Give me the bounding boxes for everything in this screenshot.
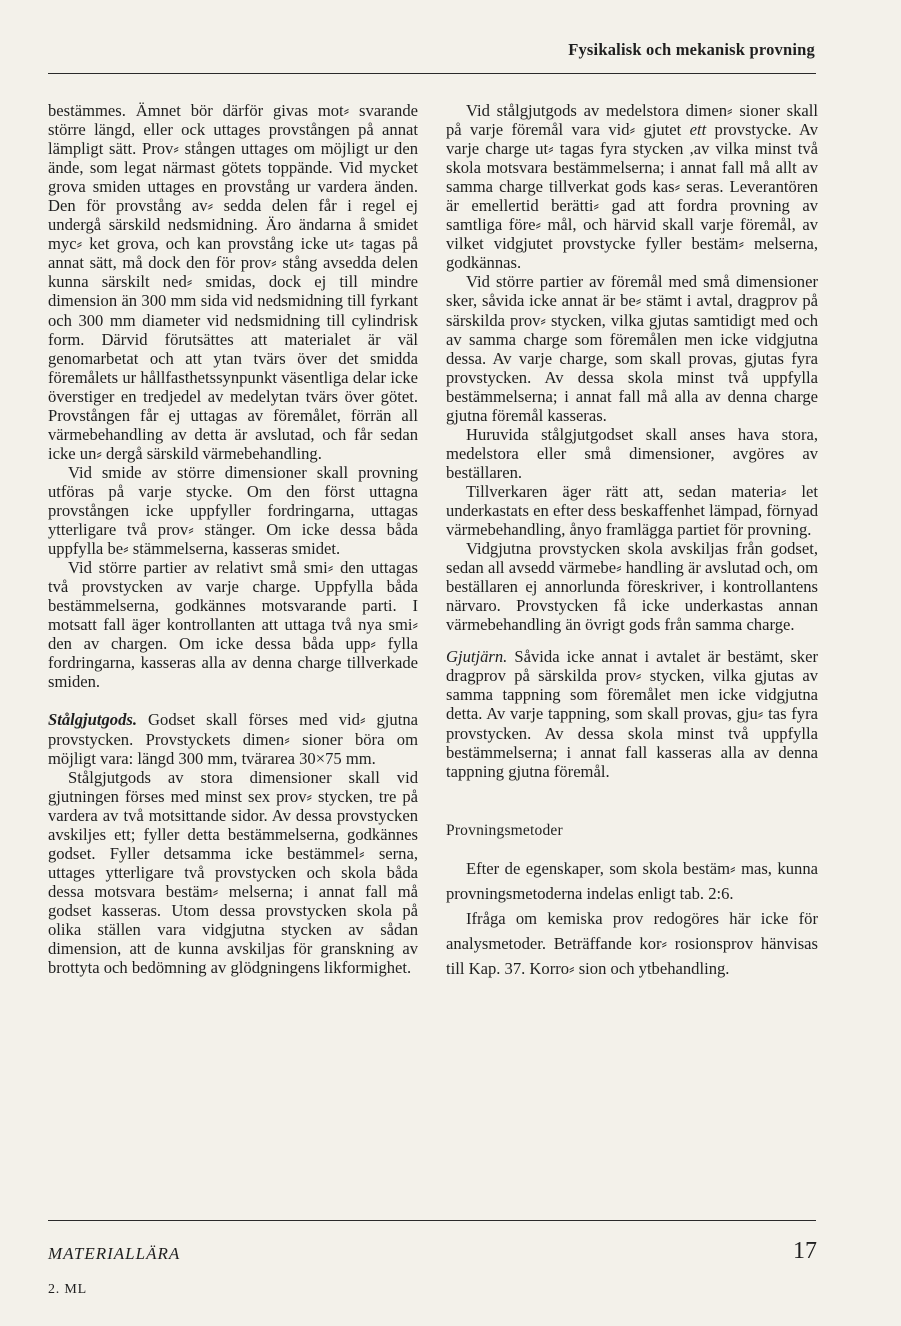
- paragraph-steel-casting: [48, 710, 418, 767]
- paragraph: Vid större partier av föremål med små dimensioner sker, såvida icke annat är be⸗ stämt i avtal, dragprov på särskilda prov⸗ stycken, vilka gjutas samtidigt med och av samma charge som föremålen men icke vidgjutna dessa. Av varje charge, som skall provas, gjutas fyra provstycken. Av dessa skola minst två uppfylla bestämmelserna; i annat fall må alla av denna charge gjutna föremål kasseras.: [446, 272, 818, 425]
- running-header: Fysikalisk och mekanisk provning: [568, 40, 815, 59]
- page-number: 17: [793, 1238, 817, 1264]
- left-column: [48, 101, 418, 977]
- paragraph-text: provstycke. Av varje charge ut⸗ tagas fyra stycken ,av vilka minst två skola motsvara bestämmelserna; i annat fall må allt av samma charge tillverkat gods kas⸗ seras. Leverantören är emellertid berätti⸗ gad att fordra provning av samtliga före⸗ mål, och härvid skall varje föremål, av vilket vidgjutet provstycke fyller bestäm⸗ melserna, godkännas.: [446, 120, 818, 273]
- paragraph-text: Vid stålgjutgods av medelstora dimen⸗ sioner skall på varje föremål vara vid⸗ gjutet: [446, 101, 818, 140]
- emphasis: ett: [689, 120, 707, 140]
- paragraph: bestämmes. Ämnet bör därför givas mot⸗ svarande större längd, eller ock uttages provstången på annat lämpligt sätt. Prov⸗ stången uttages om möjligt ur den ände, som legat närmast götets toppände. Vid mycket grova smiden uttages en provstång ur vardera änden. Den för provstång av⸗ sedda delen får i regel ej undergå särskild nedsmidning. Äro ändarna å smidet myc⸗ ket grova, och kan provstång icke ut⸗ tagas på annat sätt, må dock den för prov⸗ stång avsedda delen kunna särskilt ned⸗ smidas, dock ej till mindre dimension än 300 mm sida vid nedsmidning till fyrkant och 300 mm diameter vid nedsmidning till cylindrisk form. Därvid förutsättes att materialet är väl genomarbetat och att ytan tvärs över det smidda föremålets ur hållfasthetssynpunkt väsentliga delar icke överstiger en tredjedel av medelytan tvärs över götet. Provstången får ej uttagas av föremålet, förrän all värmebehandling av detta är avslutad, och får sedan icke un⸗ dergå särskild värmebehandling.: [48, 101, 418, 463]
- paragraph: [446, 101, 818, 272]
- paragraph-cast-iron: [446, 647, 818, 780]
- section-heading: Provningsmetoder: [446, 821, 563, 839]
- paragraph: Ifråga om kemiska prov redogöres här icke för analysmetoder. Beträffande kor⸗ rosionsprov hänvisas till Kap. 37. Korro⸗ sion och ytbehandling.: [446, 908, 818, 978]
- paragraph: Efter de egenskaper, som skola bestäm⸗ mas, kunna provningsmetoderna indelas enligt tab. 2:6.: [446, 858, 818, 903]
- paragraph: Vid smide av större dimensioner skall provning utföras på varje stycke. Om den först uttagna provstången icke uppfyller fordringarna, uttagas ytterligare två prov⸗ stänger. Om icke dessa båda uppfylla be⸗ stämmelserna, kasseras smidet.: [48, 462, 418, 559]
- paragraph: Stålgjutgods av stora dimensioner skall vid gjutningen förses med minst sex prov⸗ stycken, tre på vardera av två motsittande sidor. Av dessa provstycken avskiljes ett; fyller detta bestämmelserna, godkännes godset. Fyller detsamma icke bestämmel⸗ serna, uttages ytterligare två provstycken och skola båda dessa motsvara bestäm⸗ melserna; i annat fall må godset kasseras. Utom dessa provstycken skola på olika ställen vara vidgjutna stycken av sådan dimension, att de kunna avskiljas för granskning av brottyta och bedömning av glödgningens likformighet.: [48, 767, 418, 978]
- footer-rule: [48, 1220, 816, 1221]
- paragraph-text: Såvida icke annat i avtalet är bestämt, sker dragprov på särskilda prov⸗ stycken, vilka gjutas av samma tappning som föremålet men icke vidgjutna detta. Av varje tappning, som skall provas, gju⸗ tas fyra provstycken. Av dessa skola minst två uppfylla bestämmelserna; i annat fall kasseras alla av denna tappning gjutna föremål.: [446, 647, 818, 781]
- paragraph: Huruvida stålgjutgodset skall anses hava stora, medelstora eller små dimensioner, avgöres av beställaren.: [446, 424, 818, 482]
- paragraph: Vidgjutna provstycken skola avskiljas från godset, sedan all avsedd värmebe⸗ handling är avslutad och, om beställaren ej annorlunda föreskriver, i kontrollantens närvaro. Provstycken få icke underkastas annan värmebehandling än övrigt gods från samma charge.: [446, 539, 818, 635]
- footer-book-title: MATERIALLÄRA: [48, 1244, 181, 1263]
- right-column: [446, 101, 818, 981]
- subheading-steel-casting: Stålgjutgods.: [48, 710, 137, 730]
- header-rule: [48, 73, 816, 74]
- paragraph: Tillverkaren äger rätt att, sedan materia⸗ let underkastats en efter dess beskaffenhet lämpad, förnyad värmebehandling, ånyo framlägga partiet för provning.: [446, 481, 818, 540]
- methods-section: [446, 856, 818, 981]
- paragraph-text: Godset skall förses med vid⸗ gjutna provstycken. Provstyckets dimen⸗ sioner böra om möjligt vara: längd 300 mm, tvärarea 30×75 mm.: [48, 710, 418, 768]
- footer-signature: 2. ML: [48, 1282, 87, 1297]
- subheading-cast-iron: Gjutjärn.: [446, 647, 508, 667]
- paragraph: Vid större partier av relativt små smi⸗ den uttagas två provstycken av varje charge. Uppfylla båda bestämmelserna, godkännes motsvarande parti. I motsatt fall äger kontrollanten att uttaga två nya smi⸗ den av chargen. Om icke dessa båda upp⸗ fylla fordringarna, kasseras alla av denna charge tillverkade smiden.: [48, 558, 418, 692]
